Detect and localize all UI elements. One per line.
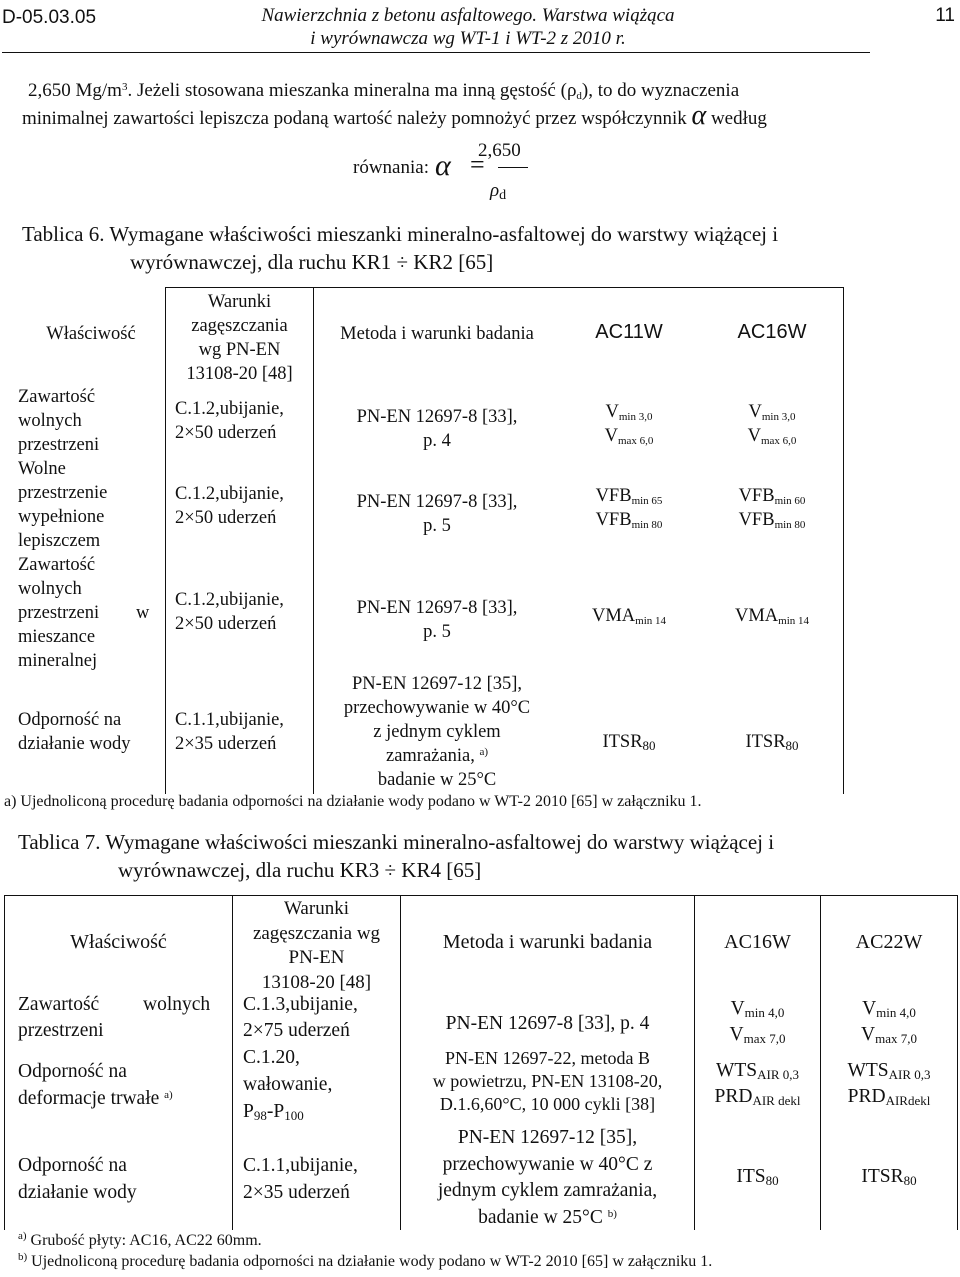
table7-row2-ac16w: $WTS_{AIR 0,3}$ $PRD_{AIR dekl}$ — [714, 1060, 801, 1108]
table6-row2-conditions: C.1.2,ubijanie, 2×50 uderzeń — [175, 484, 284, 528]
table6-row1-ac16w: $V_{min 3,0}$ $V_{max 6,0}$ — [747, 402, 797, 447]
table7-row2-conditions: C.1.20, wałowanie, $P_{98}-P_{100}$ — [243, 1047, 333, 1123]
table7-row1-ac16w: $V_{min 4,0}$ $V_{max 7,0}$ — [729, 998, 786, 1046]
table7-row1-property: Zawartość wolnych przestrzeni — [18, 994, 211, 1041]
document-title-line2: i wyrównawcza wg WT-1 i WT-2 z 2010 r. — [310, 28, 626, 49]
equation-numerator: 2,650 — [478, 140, 521, 161]
table6-row4-property: Odporność na działanie wody — [18, 710, 131, 754]
table7-row2-property: Odporność na deformacje trwałe $^{a)}$ — [18, 1061, 173, 1109]
table6-header-conditions: Warunki zagęszczania wg PN-EN 13108-20 [48] — [186, 292, 293, 384]
table6-header-method: Metoda i warunki badania — [340, 324, 534, 344]
table7-row3-ac22w: $ITSR_{80}$ — [861, 1166, 917, 1188]
table7-row1-ac22w: $V_{min 4,0}$ $V_{max 7,0}$ — [861, 998, 917, 1046]
table7-row1-method: PN-EN 12697-8 [33], p. 4 — [445, 1013, 650, 1034]
table7-top-border — [4, 895, 958, 896]
table7-header-method: Metoda i warunki badania — [442, 931, 653, 953]
table6-row1-ac11w: $V_{min 3,0}$ $V_{max 6,0}$ — [604, 402, 654, 447]
table6-row3-method: PN-EN 12697-8 [33], p. 5 — [356, 598, 518, 642]
table7-header-property: Właściwość — [70, 931, 167, 953]
table6-row1-property: Zawartość wolnych przestrzeni — [18, 387, 100, 455]
table6-footnote: a) Ujednoliconą procedurę badania odporności na działanie wody podano w WT-2 2010 [65] w załączniku 1. — [4, 793, 702, 810]
table7-caption-line2: wyrównawczej, dla ruchu KR3 ÷ KR4 [65] — [118, 858, 482, 882]
table7-header-ac22w: AC22W — [855, 931, 923, 953]
table7-footnote-b: $^{b)}$ Ujednoliconą procedurę badania odporności na działanie wody podano w WT-2 2010 [65] w załączniku 1. — [18, 1251, 713, 1270]
table7-row3-property: Odporność na działanie wody — [18, 1155, 137, 1203]
table6-row1-method: PN-EN 12697-8 [33], p. 4 — [356, 407, 518, 451]
equation-equals: = — [470, 150, 485, 179]
table7-caption-line1: Tablica 7. Wymagane właściwości mieszanki mineralno-asfaltowej do warstwy wiążącej i — [18, 830, 775, 854]
document-code: D-05.03.05 — [2, 7, 97, 28]
table7-right-border — [957, 895, 958, 1230]
table7-row1-conditions: C.1.3,ubijanie, 2×75 uderzeń — [243, 994, 358, 1041]
equation-denominator: $\rho_d$ — [490, 180, 507, 203]
intro-line-1: 2,650 $Mg/m^3$. Jeżeli stosowana mieszanka mineralna ma inną gęstość $(\rho_d)$, to do wyznaczenia — [28, 80, 740, 102]
header-rule — [2, 52, 870, 53]
table6-header-property: Właściwość — [46, 324, 136, 344]
table6-caption-line2: wyrównawczej, dla ruchu KR1 ÷ KR2 [65] — [130, 250, 494, 274]
table6-right-border — [843, 287, 844, 794]
page-number: 11 — [935, 5, 955, 26]
equation-label: równania: — [353, 157, 429, 178]
table7-row3-method: PN-EN 12697-12 [35], przechowywanie w 40°C z jednym cyklem zamrażania, badanie w 25°C $^{b)}$ — [437, 1127, 658, 1228]
table6-row4-ac16w: $ITSR_{80}$ — [745, 732, 799, 753]
table6-row4-conditions: C.1.1,ubijanie, 2×35 uderzeń — [175, 710, 284, 754]
table6-row3-ac16w: $VMA_{min 14}$ — [734, 606, 810, 627]
table6-row4-method: PN-EN 12697-12 [35], przechowywanie w 40°C z jednym cyklem zamrażania, $^{a)}$ badanie w 25°C — [343, 674, 531, 790]
equation-alpha: α — [435, 149, 451, 182]
table6-row1-conditions: C.1.2,ubijanie, 2×50 uderzeń — [175, 399, 284, 443]
table6-header-ac16w: AC16W — [737, 321, 807, 343]
table7-row2-ac22w: $WTS_{AIR 0,3}$ $PRD_{AIRdekl}$ — [847, 1060, 931, 1108]
table7-footnote-a: $^{a)}$ Grubość płyty: AC16, AC22 60mm. — [18, 1230, 262, 1249]
table7-row3-ac16w: $ITS_{80}$ — [736, 1166, 779, 1188]
table7-header-conditions: Warunki zagęszczania wg PN-EN 13108-20 [48] — [252, 898, 381, 993]
table6-header-ac11w: AC11W — [595, 321, 663, 343]
table6-row2-ac16w: $VFB_{min 60}$ $VFB_{min 80}$ — [738, 486, 806, 531]
document-title-line1: Nawierzchnia z betonu asfaltowego. Warstwa wiążąca — [261, 5, 675, 26]
table6-top-border — [165, 287, 844, 288]
table7-row2-method: PN-EN 12697-22, metoda B w powietrzu, PN-EN 13108-20, D.1.6,60°C, 10 000 cykli [38] — [432, 1048, 663, 1114]
table6-row3-conditions: C.1.2,ubijanie, 2×50 uderzeń — [175, 590, 284, 634]
table6-row3-ac11w: $VMA_{min 14}$ — [591, 606, 667, 627]
table6-row4-ac11w: $ITSR_{80}$ — [602, 732, 656, 753]
table6-caption-line1: Tablica 6. Wymagane właściwości mieszanki mineralno-asfaltowej do warstwy wiążącej i — [22, 222, 779, 246]
equation-fraction-bar — [498, 167, 528, 168]
table6-row2-ac11w: $VFB_{min 65}$ $VFB_{min 80}$ — [595, 486, 663, 531]
table7-header-ac16w: AC16W — [724, 931, 791, 953]
table6-row2-property: Wolne przestrzenie wypełnione lepiszczem — [18, 459, 108, 551]
table7-row3-conditions: C.1.1,ubijanie, 2×35 uderzeń — [243, 1155, 358, 1203]
table6-row2-method: PN-EN 12697-8 [33], p. 5 — [356, 492, 518, 536]
table6-row3-property: Zawartość wolnych przestrzeni w mieszance mineralnej — [18, 555, 150, 671]
intro-line-2: minimalnej zawartości lepiszcza podaną wartość należy pomnożyć przez współczynnik α według — [22, 100, 767, 131]
